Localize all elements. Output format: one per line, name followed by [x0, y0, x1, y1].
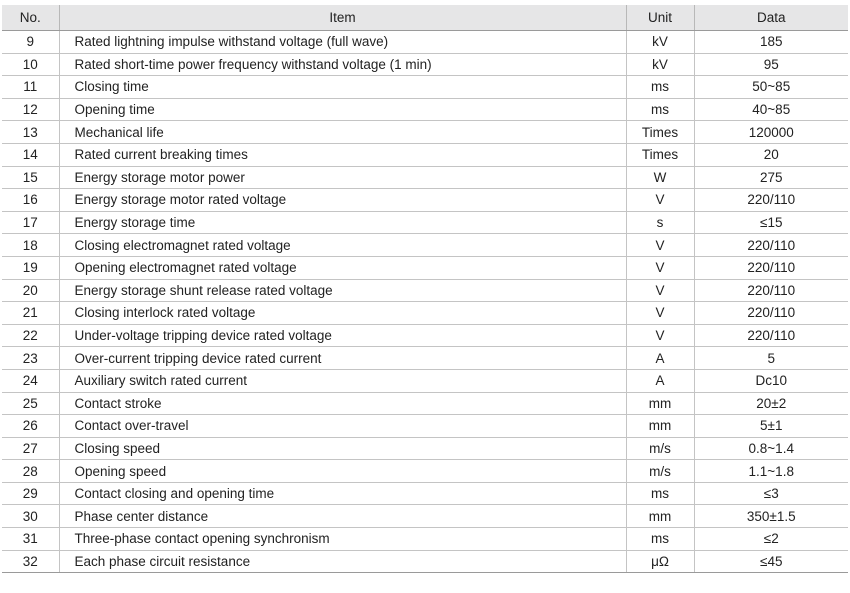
cell-no: 30	[2, 505, 59, 528]
table-row	[2, 415, 848, 438]
cell-data: 5	[694, 347, 848, 370]
cell-data: ≤2	[694, 528, 848, 551]
cell-data: 275	[694, 166, 848, 189]
cell-unit: A	[626, 369, 694, 392]
table-row	[2, 347, 848, 370]
cell-item: Rated lightning impulse withstand voltage (full wave)	[59, 31, 626, 54]
cell-no: 14	[2, 143, 59, 166]
cell-no: 19	[2, 256, 59, 279]
cell-item: Opening electromagnet rated voltage	[59, 256, 626, 279]
cell-unit: kV	[626, 31, 694, 54]
header-item: Item	[59, 5, 626, 31]
cell-item: Auxiliary switch rated current	[59, 369, 626, 392]
table-row	[2, 98, 848, 121]
cell-item: Closing electromagnet rated voltage	[59, 234, 626, 257]
cell-no: 25	[2, 392, 59, 415]
cell-data: 40~85	[694, 98, 848, 121]
cell-unit: W	[626, 166, 694, 189]
cell-item: Mechanical life	[59, 121, 626, 144]
cell-no: 12	[2, 98, 59, 121]
cell-no: 29	[2, 482, 59, 505]
table-row	[2, 256, 848, 279]
cell-item: Over-current tripping device rated current	[59, 347, 626, 370]
cell-item: Contact closing and opening time	[59, 482, 626, 505]
cell-unit: V	[626, 234, 694, 257]
cell-no: 23	[2, 347, 59, 370]
table-row	[2, 324, 848, 347]
table-row	[2, 482, 848, 505]
table-row	[2, 234, 848, 257]
cell-unit: V	[626, 279, 694, 302]
cell-unit: ms	[626, 98, 694, 121]
cell-no: 9	[2, 31, 59, 54]
cell-data: 5±1	[694, 415, 848, 438]
cell-data: 1.1~1.8	[694, 460, 848, 483]
cell-unit: s	[626, 211, 694, 234]
table-body	[2, 31, 848, 573]
cell-unit: V	[626, 189, 694, 212]
cell-unit: μΩ	[626, 550, 694, 573]
spec-table-container	[2, 5, 848, 573]
cell-no: 32	[2, 550, 59, 573]
table-row	[2, 392, 848, 415]
cell-item: Each phase circuit resistance	[59, 550, 626, 573]
cell-item: Under-voltage tripping device rated voltage	[59, 324, 626, 347]
cell-unit: ms	[626, 76, 694, 99]
cell-no: 11	[2, 76, 59, 99]
cell-unit: ms	[626, 482, 694, 505]
table-row	[2, 211, 848, 234]
table-row	[2, 53, 848, 76]
cell-data: 50~85	[694, 76, 848, 99]
table-row	[2, 302, 848, 325]
cell-no: 16	[2, 189, 59, 212]
cell-no: 15	[2, 166, 59, 189]
cell-no: 10	[2, 53, 59, 76]
cell-unit: m/s	[626, 460, 694, 483]
cell-data: 220/110	[694, 302, 848, 325]
cell-data: Dc10	[694, 369, 848, 392]
cell-data: 20	[694, 143, 848, 166]
cell-data: 220/110	[694, 189, 848, 212]
cell-no: 27	[2, 437, 59, 460]
cell-no: 28	[2, 460, 59, 483]
cell-data: 220/110	[694, 324, 848, 347]
cell-no: 18	[2, 234, 59, 257]
cell-item: Closing speed	[59, 437, 626, 460]
cell-unit: ms	[626, 528, 694, 551]
table-row	[2, 550, 848, 573]
cell-unit: Times	[626, 121, 694, 144]
cell-no: 21	[2, 302, 59, 325]
cell-item: Energy storage motor rated voltage	[59, 189, 626, 212]
cell-unit: kV	[626, 53, 694, 76]
cell-item: Energy storage shunt release rated voltage	[59, 279, 626, 302]
table-row	[2, 76, 848, 99]
cell-unit: m/s	[626, 437, 694, 460]
header-data: Data	[694, 5, 848, 31]
cell-no: 13	[2, 121, 59, 144]
cell-data: ≤45	[694, 550, 848, 573]
cell-no: 22	[2, 324, 59, 347]
table-row	[2, 189, 848, 212]
cell-item: Contact over-travel	[59, 415, 626, 438]
cell-item: Closing interlock rated voltage	[59, 302, 626, 325]
cell-data: ≤15	[694, 211, 848, 234]
cell-unit: Times	[626, 143, 694, 166]
cell-no: 20	[2, 279, 59, 302]
table-row	[2, 505, 848, 528]
cell-data: 220/110	[694, 256, 848, 279]
cell-unit: mm	[626, 392, 694, 415]
cell-unit: mm	[626, 505, 694, 528]
cell-data: 0.8~1.4	[694, 437, 848, 460]
cell-data: 350±1.5	[694, 505, 848, 528]
cell-unit: mm	[626, 415, 694, 438]
cell-data: 185	[694, 31, 848, 54]
table-row	[2, 121, 848, 144]
cell-item: Opening speed	[59, 460, 626, 483]
cell-data: 95	[694, 53, 848, 76]
cell-no: 17	[2, 211, 59, 234]
cell-item: Energy storage motor power	[59, 166, 626, 189]
cell-data: 20±2	[694, 392, 848, 415]
cell-unit: V	[626, 302, 694, 325]
cell-item: Phase center distance	[59, 505, 626, 528]
table-row	[2, 166, 848, 189]
cell-item: Rated current breaking times	[59, 143, 626, 166]
cell-data: ≤3	[694, 482, 848, 505]
cell-item: Energy storage time	[59, 211, 626, 234]
cell-data: 220/110	[694, 234, 848, 257]
cell-item: Rated short-time power frequency withstand voltage (1 min)	[59, 53, 626, 76]
table-row	[2, 279, 848, 302]
cell-unit: A	[626, 347, 694, 370]
cell-item: Contact stroke	[59, 392, 626, 415]
table-row	[2, 460, 848, 483]
spec-table	[2, 5, 848, 573]
table-row	[2, 143, 848, 166]
cell-item: Opening time	[59, 98, 626, 121]
table-row	[2, 369, 848, 392]
table-row	[2, 31, 848, 54]
cell-no: 31	[2, 528, 59, 551]
cell-data: 220/110	[694, 279, 848, 302]
table-row	[2, 528, 848, 551]
cell-unit: V	[626, 256, 694, 279]
cell-unit: V	[626, 324, 694, 347]
cell-data: 120000	[694, 121, 848, 144]
cell-no: 24	[2, 369, 59, 392]
cell-item: Three-phase contact opening synchronism	[59, 528, 626, 551]
header-row	[2, 5, 848, 31]
table-row	[2, 437, 848, 460]
cell-item: Closing time	[59, 76, 626, 99]
header-unit: Unit	[626, 5, 694, 31]
cell-no: 26	[2, 415, 59, 438]
header-no: No.	[2, 5, 59, 31]
